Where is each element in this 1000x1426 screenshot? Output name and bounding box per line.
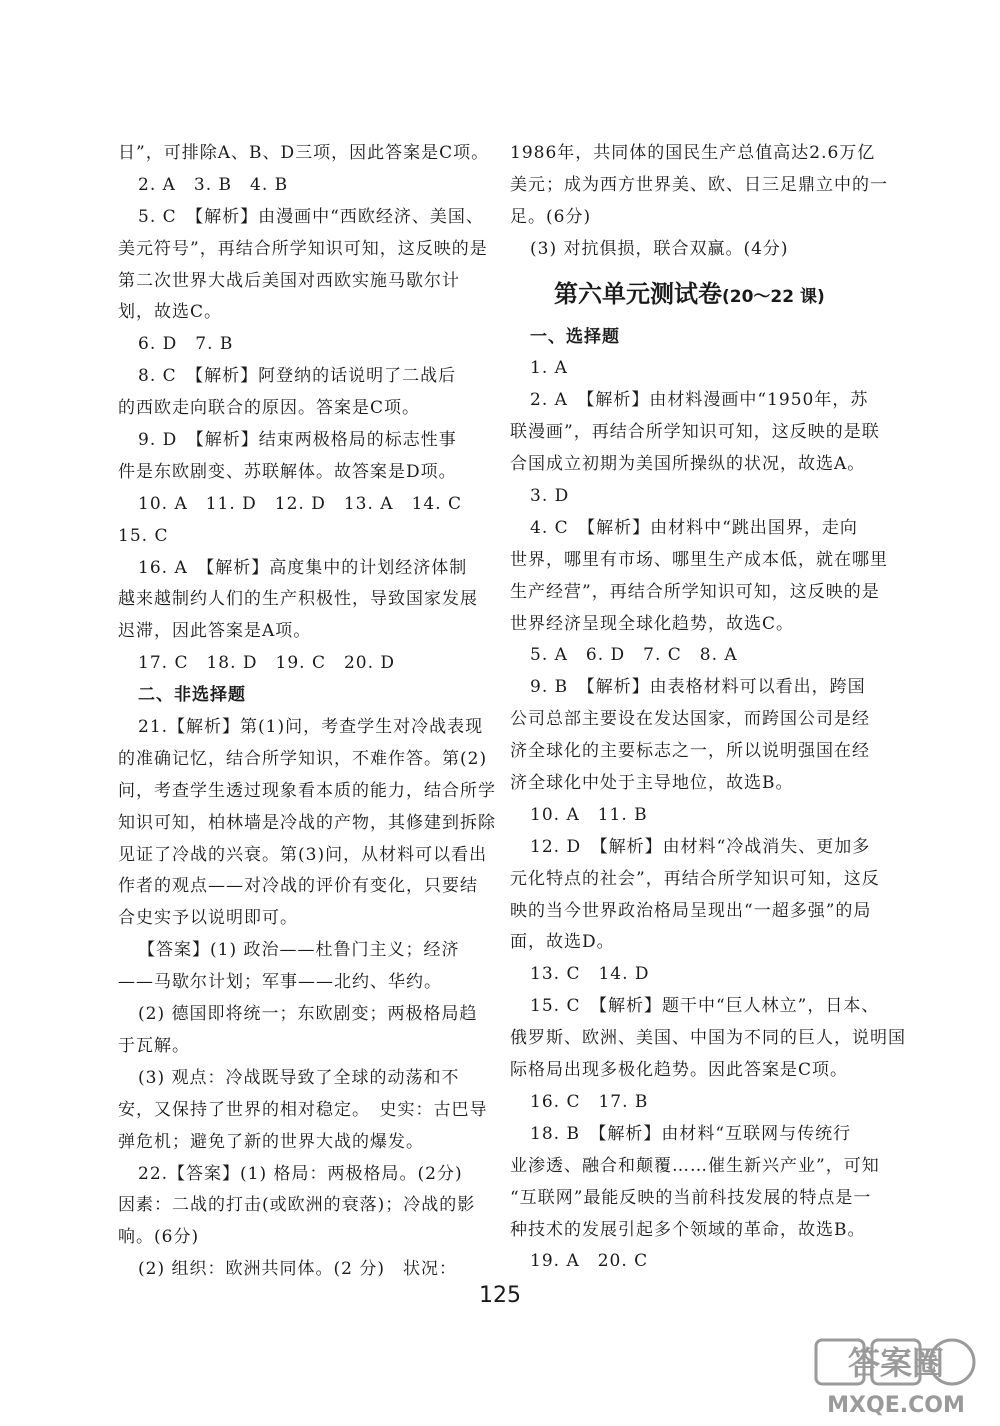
text-line: 1986年，共同体的国民生产总值高达2.6万亿 (510, 143, 876, 163)
text-line: 10. A 11. D 12. D 13. A 14. C (138, 493, 463, 514)
text-line: 6. D 7. B (138, 334, 234, 355)
text-line: 见证了冷战的兴衰。第(3)问，从材料可以看出 (118, 844, 488, 865)
text-line: 合国成立初期为美国所操纵的状况，故选A。 (510, 454, 866, 475)
text-line: 种技术的发展引起多个领域的革命，故选B。 (510, 1219, 866, 1240)
text-line: 联漫画”，再结合所学知识可知，这反映的是联 (510, 422, 880, 443)
text-line: (2) 组织：欧洲共同体。(2 分) 状况： (138, 1259, 457, 1280)
text-line: 12. D 【解析】由材料“冷战消失、更加多 (530, 836, 871, 857)
text-line: 因素：二战的打击(或欧洲的衰落)；冷战的影 (118, 1195, 476, 1216)
text-line: 10. A 11. B (530, 804, 648, 825)
text-line: 济全球化中处于主导地位，故选B。 (510, 773, 794, 794)
text-line: 的准确记忆，结合所学知识，不难作答。第(2) (118, 748, 488, 769)
text-line: “互联网”最能反映的当前科技发展的特点是一 (510, 1187, 872, 1208)
section-heading: 一、选择题 (530, 326, 620, 347)
unit-test-title-main: 第六单元测试卷 (554, 279, 722, 308)
text-line: 美元符号”，再结合所学知识可知，这反映的是 (118, 238, 488, 259)
text-line: 2. A 【解析】由材料漫画中“1950年，苏 (530, 390, 869, 411)
text-line: 迟滞，因此答案是A项。 (118, 621, 312, 642)
text-line: 件是东欧剧变、苏联解体。故答案是D项。 (118, 461, 457, 482)
text-line: 世界，哪里有市场、哪里生产成本低，就在哪里 (510, 549, 888, 570)
text-line: 18. B 【解析】由材料“互联网与传统行 (530, 1123, 852, 1144)
text-line: 【答案】(1) 政治——杜鲁门主义；经济 (138, 940, 460, 961)
text-line: 13. C 14. D (530, 964, 650, 985)
text-line: ——马歇尔计划；军事——北约、华约。 (118, 972, 442, 993)
right-column-continued-answers (510, 138, 888, 266)
page-number: 125 (479, 1283, 521, 1308)
text-line: 划，故选C。 (118, 302, 223, 323)
text-line: (3) 对抗俱损，联合双赢。(4分) (530, 238, 789, 259)
text-line: 第二次世界大战后美国对西欧实施马歇尔计 (118, 270, 460, 291)
text-line: 5. C 【解析】由漫画中“西欧经济、美国、 (138, 206, 484, 227)
text-line: 合史实予以说明即可。 (118, 908, 298, 929)
text-line: 业渗透、融合和颠覆……催生新兴产业”，可知 (510, 1155, 880, 1176)
text-line: 安，又保持了世界的相对稳定。 史实：古巴导 (118, 1099, 488, 1120)
text-line: 1. A (530, 358, 568, 379)
text-line: 俄罗斯、欧洲、美国、中国为不同的巨人，说明国 (510, 1028, 906, 1049)
text-line: 9. B 【解析】由表格材料可以看出，跨国 (530, 677, 866, 698)
text-line: 美元；成为西方世界美、欧、日三足鼎立中的一 (510, 174, 888, 195)
text-line: 知识可知，柏林墙是冷战的产物，其修建到拆除 (118, 812, 496, 833)
text-line: 作者的观点——对冷战的评价有变化，只要结 (118, 876, 478, 897)
text-line: 问，考查学生透过现象看本质的能力，结合所学 (118, 780, 496, 801)
right-column-answers (510, 322, 906, 1279)
text-line: 3. D (530, 486, 570, 507)
text-line: 21.【解析】第(1)问，考查学生对冷战表现 (138, 717, 484, 738)
text-line: 4. C 【解析】由材料中“跳出国界，走向 (530, 517, 858, 538)
text-line: 世界经济呈现全球化趋势，故选C。 (510, 613, 795, 634)
text-line: 映的当今世界政治格局呈现出“一超多强”的局 (510, 900, 872, 921)
text-line: 16. C 17. B (530, 1091, 649, 1112)
text-line: 的西欧走向联合的原因。答案是C项。 (118, 398, 421, 419)
text-line: 足。(6分) (510, 206, 592, 227)
text-line: 15. C (118, 525, 169, 546)
section-heading: 二、非选择题 (138, 685, 246, 706)
watermark-logo (808, 1334, 988, 1420)
right-column (510, 138, 906, 1278)
text-line: 面，故选D。 (510, 932, 615, 953)
text-line: 于瓦解。 (118, 1035, 190, 1056)
text-line: 响。(6分) (118, 1227, 200, 1248)
watermark-url-text: MXQE.COM (827, 1393, 965, 1418)
text-line: 5. A 6. D 7. C 8. A (530, 645, 738, 666)
text-line: 8. C 【解析】阿登纳的话说明了二战后 (138, 366, 457, 387)
watermark-top-text: 答案圈 (847, 1344, 945, 1382)
text-line: 15. C 【解析】题干中“巨人林立”，日本、 (530, 996, 880, 1017)
text-line: 17. C 18. D 19. C 20. D (138, 653, 396, 674)
text-line: 际格局出现多极化趋势。因此答案是C项。 (510, 1060, 849, 1081)
text-line: 弹危机；避免了新的世界大战的爆发。 (118, 1131, 424, 1152)
left-column (118, 138, 496, 1286)
unit-test-title (510, 266, 856, 322)
text-line: 19. A 20. C (530, 1251, 649, 1272)
text-line: 公司总部主要设在发达国家，而跨国公司是经 (510, 709, 870, 730)
text-line: 越来越制约人们的生产积极性，导致国家发展 (118, 589, 478, 610)
text-line: 生产经营”，再结合所学知识可知，这反映的是 (510, 581, 880, 602)
unit-test-title-lessons: (20～22 课) (722, 286, 825, 307)
text-line: 济全球化的主要标志之一，所以说明强国在经 (510, 741, 870, 762)
text-line: (3) 观点：冷战既导致了全球的动荡和不 (138, 1067, 460, 1088)
text-line: 22.【答案】(1) 格局：两极格局。(2分) (138, 1163, 463, 1184)
text-line: 元化特点的社会”，再结合所学知识可知，这反 (510, 868, 880, 889)
text-line: 9. D 【解析】结束两极格局的标志性事 (138, 430, 457, 451)
text-line: (2) 德国即将统一；东欧剧变；两极格局趋 (138, 1004, 478, 1025)
text-line: 日”，可排除A、B、D三项，因此答案是C项。 (118, 143, 490, 163)
text-line: 16. A 【解析】高度集中的计划经济体制 (138, 557, 468, 578)
text-line: 2. A 3. B 4. B (138, 174, 289, 195)
